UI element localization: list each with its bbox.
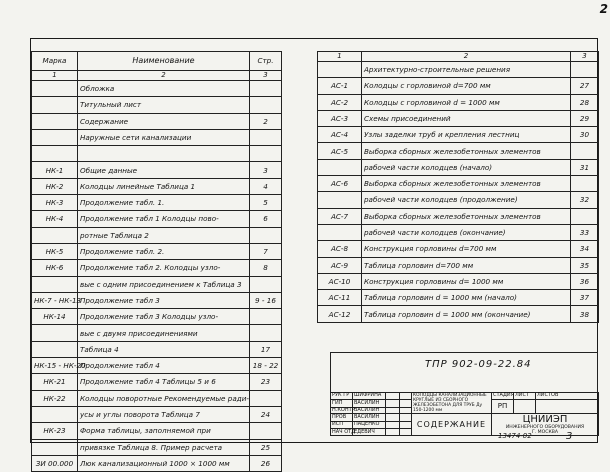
row-mark: НК-14 [32,309,78,325]
row-page [571,143,599,159]
table-row [32,97,282,113]
table-row [32,178,282,194]
table-row [32,211,282,227]
row-mark [32,406,78,422]
table-row [32,325,282,341]
row-page: 32 [571,192,599,208]
table-row [32,129,282,145]
row-mark [32,439,78,455]
row-name: Форма таблицы, заполняемой при [78,423,250,439]
row-mark [318,192,362,208]
row-mark [318,224,362,240]
row-name: Содержание [78,113,250,129]
row-page: 29 [571,110,599,126]
row-name: Таблица горловин d = 1000 мм (начало) [362,290,571,306]
stamp-person: ВАСИЛИН [353,407,386,414]
row-page: 24 [250,406,282,422]
row-mark: НК-3 [32,195,78,211]
table-row [32,276,282,292]
row-name: Архитектурно-строительные решения [362,62,571,78]
table-row [32,406,282,422]
stamp-person: ЕДЕВИЧ [353,428,386,435]
row-page: 6 [250,211,282,227]
row-name: Таблица горловин d=700 мм [362,257,571,273]
col-number: 2 [362,52,571,62]
row-page: 25 [250,439,282,455]
row-mark: АС-8 [318,241,362,257]
row-page [571,62,599,78]
row-name: Выборка сборных железобетонных элементов [362,143,571,159]
row-page [250,423,282,439]
row-name: Конструкция горловины d= 1000 мм [362,273,571,289]
row-mark: НК-4 [32,211,78,227]
sheet-label: ЛИСТ [514,393,536,400]
row-name: Колодцы с горловиной d = 1000 мм [362,94,571,110]
row-page: 23 [250,374,282,390]
title-block-top [330,352,598,392]
row-mark: АС-5 [318,143,362,159]
row-name: Таблица горловин d = 1000 мм (окончание) [362,306,571,322]
stamp-role: ИСП [331,421,353,428]
row-page: 2 [250,113,282,129]
table-row [32,390,282,406]
stamp-person: ВАСИЛИН [353,414,386,421]
row-mark [32,146,78,162]
archive-code: 13474-02 [498,432,532,440]
row-page: 18 - 22 [250,358,282,374]
table-row [318,159,599,175]
row-page: 38 [571,306,599,322]
row-mark: ЗИ 00.000 [32,455,78,471]
row-page: 3 [250,162,282,178]
stage-value: РП [492,399,514,414]
table-row [318,273,599,289]
row-mark: НК-2 [32,178,78,194]
row-page: 36 [571,273,599,289]
org-name: ЦНИИЭП [522,414,568,426]
table-row [318,192,599,208]
table-row [318,143,599,159]
table-row [32,195,282,211]
row-mark [32,129,78,145]
row-mark: НК-6 [32,260,78,276]
row-mark: АС-12 [318,306,362,322]
stamp-role: Н.КОНТР [332,407,355,413]
row-name [78,146,250,162]
row-name: Продолжение табл 4 [78,358,250,374]
row-mark: НК-7 - НК-13 [32,292,78,308]
row-mark: НК-21 [32,374,78,390]
row-mark: АС-2 [318,94,362,110]
row-page [250,129,282,145]
col-number: 3 [250,71,282,81]
stage-label: СТАДИЯ [493,392,515,399]
sheets-label: ЛИСТОВ [536,393,599,400]
row-mark: НК-22 [32,390,78,406]
row-page [250,390,282,406]
row-name: Продолжение табл 2. Колодцы узло- [78,260,250,276]
table-row [318,78,599,94]
table-row [32,146,282,162]
row-name: Продолжение табл 1 Колодцы пово- [78,211,250,227]
row-name: Продолжение табл. 1. [78,195,250,211]
table-row [318,290,599,306]
row-name: Продолжение табл. 2. [78,243,250,259]
row-page [250,81,282,97]
row-page: 5 [250,195,282,211]
row-mark [32,97,78,113]
stamp-role: РУК ГР [331,393,353,400]
row-mark: НК-1 [32,162,78,178]
row-page: 9 - 16 [250,292,282,308]
row-mark: АС-4 [318,127,362,143]
row-mark [32,325,78,341]
stamp-role: НАЧ ОТД [332,428,356,435]
row-mark: АС-11 [318,290,362,306]
table-row [32,260,282,276]
row-name: Обложка [78,81,250,97]
row-page [250,309,282,325]
row-name: Узлы заделки труб и крепления лестниц [362,127,571,143]
row-name: Люк канализационный 1000 × 1000 мм [78,455,250,471]
table-row [32,162,282,178]
row-name: привязке Таблица 8. Пример расчета [78,439,250,455]
stamp-role: ГИП [331,399,353,407]
table-row [32,358,282,374]
document-code: ТПР 902-09-22.84 [425,359,532,370]
table-row [32,439,282,455]
project-title: КОЛОДЦЫ КАНАЛИЗАЦИОННЫЕ КРУГЛЫЕ ИЗ СБОРНОГО ЖЕЛЕЗОБЕТОНА ДЛЯ ТРУБ Ду 150-1200 мм [412,393,492,414]
page-number-bottom: 3 [566,431,573,442]
table-row [32,113,282,129]
row-mark: НК-15 - НК-20 [32,358,78,374]
table-row [32,374,282,390]
row-page: 4 [250,178,282,194]
row-name: Таблица 4 [78,341,250,357]
table-row [32,341,282,357]
table-row [318,176,599,192]
row-name: Конструкция горловины d=700 мм [362,241,571,257]
table-row [318,208,599,224]
row-mark [32,113,78,129]
stamp-person: ШИФРИНА [353,393,386,400]
row-mark: АС-9 [318,257,362,273]
row-name: вые с одним присоединением к Таблица 3 [78,276,250,292]
header-page: Стр. [250,52,282,71]
table-row [318,62,599,78]
row-page: 34 [571,241,599,257]
table-row [32,309,282,325]
stamp-role: ПРОВ [331,414,353,421]
row-name: Колодцы с горловиной d=700 мм [362,78,571,94]
row-name: рабочей части колодцев (продолжение) [362,192,571,208]
col-number: 1 [32,71,78,81]
row-mark: НК-23 [32,423,78,439]
row-name: усы и углы поворота Таблица 7 [78,406,250,422]
row-name: Титульный лист [78,97,250,113]
row-mark: АС-7 [318,208,362,224]
header-mark: Марка [32,52,78,71]
row-name: Выборка сборных железобетонных элементов [362,208,571,224]
sheet-title: СОДЕРЖАНИЕ [412,414,492,436]
table-row [318,127,599,143]
row-mark: АС-6 [318,176,362,192]
row-page [571,176,599,192]
title-block [330,392,599,436]
row-mark [32,227,78,243]
row-name: Продолжение табл 4 Таблицы 5 и 6 [78,374,250,390]
row-mark [32,341,78,357]
table-row [318,257,599,273]
contents-table-left [31,51,282,472]
row-name: Продолжение табл 3 Колодцы узло- [78,309,250,325]
row-page: 26 [250,455,282,471]
row-name: рабочей части колодцев (окончание) [362,224,571,240]
stamp-person: ВАСИЛИН [353,399,386,407]
row-mark [32,81,78,97]
row-mark: АС-3 [318,110,362,126]
row-mark [318,159,362,175]
row-page: 27 [571,78,599,94]
header-name: Наименование [78,52,250,71]
row-name: Выборка сборных железобетонных элементов [362,176,571,192]
row-page [250,276,282,292]
row-mark: НК-5 [32,243,78,259]
row-name: Колодцы линейные Таблица 1 [78,178,250,194]
col-number: 2 [78,71,250,81]
row-page: 37 [571,290,599,306]
row-mark [32,276,78,292]
col-number: 1 [318,52,362,62]
org-sub: ИНЖЕНЕРНОГО ОБОРУДОВАНИЯ [505,425,585,431]
row-page: 8 [250,260,282,276]
row-mark: АС-1 [318,78,362,94]
row-page: 28 [571,94,599,110]
table-row [32,423,282,439]
table-row [318,94,599,110]
row-page: 35 [571,257,599,273]
table-row [318,110,599,126]
table-row [32,292,282,308]
table-row [318,241,599,257]
row-page [250,227,282,243]
contents-table-right [317,51,599,323]
row-name: Колодцы поворотные Рекомендуемые ради- [78,390,250,406]
row-name: Наружные сети канализации [78,129,250,145]
page-number-top: 2 [599,2,608,16]
row-name: Продолжение табл 3 [78,292,250,308]
row-name: Общие данные [78,162,250,178]
table-row [32,243,282,259]
stamp-person: ПАЦЕНКО [353,421,386,428]
row-page [250,325,282,341]
table-row [318,306,599,322]
row-name: рабочей части колодцев (начало) [362,159,571,175]
row-mark [318,62,362,78]
table-row [32,455,282,471]
org-city: Г. МОСКВА [531,430,559,436]
row-page [571,208,599,224]
row-mark: АС-10 [318,273,362,289]
table-row [318,224,599,240]
col-number: 3 [571,52,599,62]
row-page: 33 [571,224,599,240]
row-page [250,146,282,162]
row-name: ротные Таблица 2 [78,227,250,243]
row-name: вые с двумя присоединениями [78,325,250,341]
row-page [250,97,282,113]
table-row [32,81,282,97]
row-name: Схемы присоединений [362,110,571,126]
table-row [32,227,282,243]
row-page: 30 [571,127,599,143]
row-page: 17 [250,341,282,357]
row-page: 31 [571,159,599,175]
row-page: 7 [250,243,282,259]
